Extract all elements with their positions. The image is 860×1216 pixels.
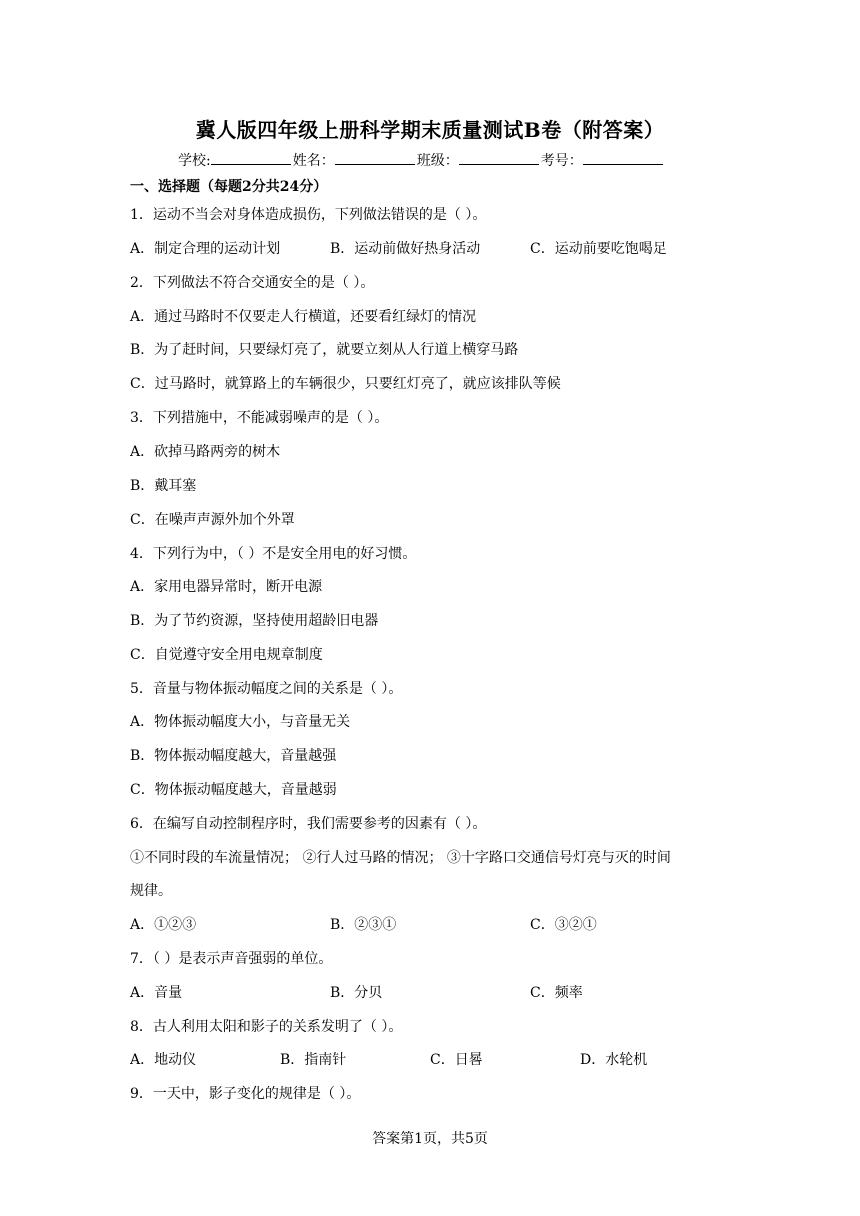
question-stem: 3．下列措施中，不能减弱噪声的是（ ）。	[130, 410, 389, 426]
question-option: B．②③①	[330, 917, 397, 933]
question-stem: 8．古人利用太阳和影子的关系发明了（ ）。	[130, 1019, 403, 1035]
question-option: C．过马路时，就算路上的车辆很少，只要红灯亮了，就应该排队等候	[130, 376, 561, 392]
question-option: A．砍掉马路两旁的树木	[130, 444, 281, 460]
page-footer: 答案第1页，共5页	[372, 1131, 488, 1147]
class-label: 班级：	[416, 153, 459, 169]
question-option: D．水轮机	[580, 1052, 648, 1068]
question-option: A．家用电器异常时，断开电源	[130, 579, 323, 595]
question-option: B．分贝	[330, 985, 383, 1001]
question-option: B．为了节约资源，坚持使用超龄旧电器	[130, 613, 379, 629]
question-option: A．①②③	[130, 917, 197, 933]
question-option: A．物体振动幅度大小，与音量无关	[130, 714, 351, 730]
question-option: C．频率	[530, 985, 583, 1001]
question-option: B．为了赶时间，只要绿灯亮了，就要立刻从人行道上横穿马路	[130, 342, 519, 358]
question-option: A．地动仪	[130, 1052, 197, 1068]
question-option: A．通过马路时不仅要走人行横道，还要看红绿灯的情况	[130, 309, 477, 325]
question-stem: 9．一天中，影子变化的规律是（ ）。	[130, 1086, 361, 1102]
question-option: C．自觉遵守安全用电规章制度	[130, 647, 323, 663]
school-label: 学校:	[178, 153, 211, 169]
class-blank	[459, 152, 539, 165]
question-option: A．音量	[130, 985, 183, 1001]
question-stem: 7．（ ）是表示声音强弱的单位。	[130, 951, 333, 967]
question-stem: 5．音量与物体振动幅度之间的关系是（ ）。	[130, 681, 403, 697]
question-option: B．指南针	[280, 1052, 347, 1068]
question-text: ①不同时段的车流量情况； ②行人过马路的情况； ③十字路口交通信号灯亮与灭的时间	[130, 850, 671, 866]
question-stem: 1．运动不当会对身体造成损伤，下列做法错误的是（ ）。	[130, 207, 487, 223]
school-blank	[211, 152, 291, 165]
exam-no-label: 考号：	[540, 153, 583, 169]
student-info-line	[178, 150, 665, 170]
question-stem: 6．在编写自动控制程序时，我们需要参考的因素有（ ）。	[130, 816, 487, 832]
name-label: 姓名：	[292, 153, 335, 169]
question-option: B．物体振动幅度越大，音量越强	[130, 748, 337, 764]
question-option: B．戴耳塞	[130, 478, 197, 494]
question-option: A．制定合理的运动计划	[130, 241, 281, 257]
name-blank	[335, 152, 415, 165]
question-option: C．在噪声声源外加个外罩	[130, 512, 295, 528]
question-stem: 4．下列行为中，（ ）不是安全用电的好习惯。	[130, 546, 417, 562]
question-option: C．③②①	[530, 917, 597, 933]
section-heading: 一、选择题（每题2分共24分）	[130, 179, 328, 195]
question-option: B．运动前做好热身活动	[330, 241, 481, 257]
exam-no-blank	[583, 152, 663, 165]
question-text: 规律。	[130, 883, 172, 899]
question-option: C．运动前要吃饱喝足	[530, 241, 667, 257]
question-option: C．物体振动幅度越大，音量越弱	[130, 782, 337, 798]
question-stem: 2．下列做法不符合交通安全的是（ ）。	[130, 275, 375, 291]
question-option: C．日晷	[430, 1052, 483, 1068]
document-title: 冀人版四年级上册科学期末质量测试B卷（附答案）	[195, 118, 665, 142]
